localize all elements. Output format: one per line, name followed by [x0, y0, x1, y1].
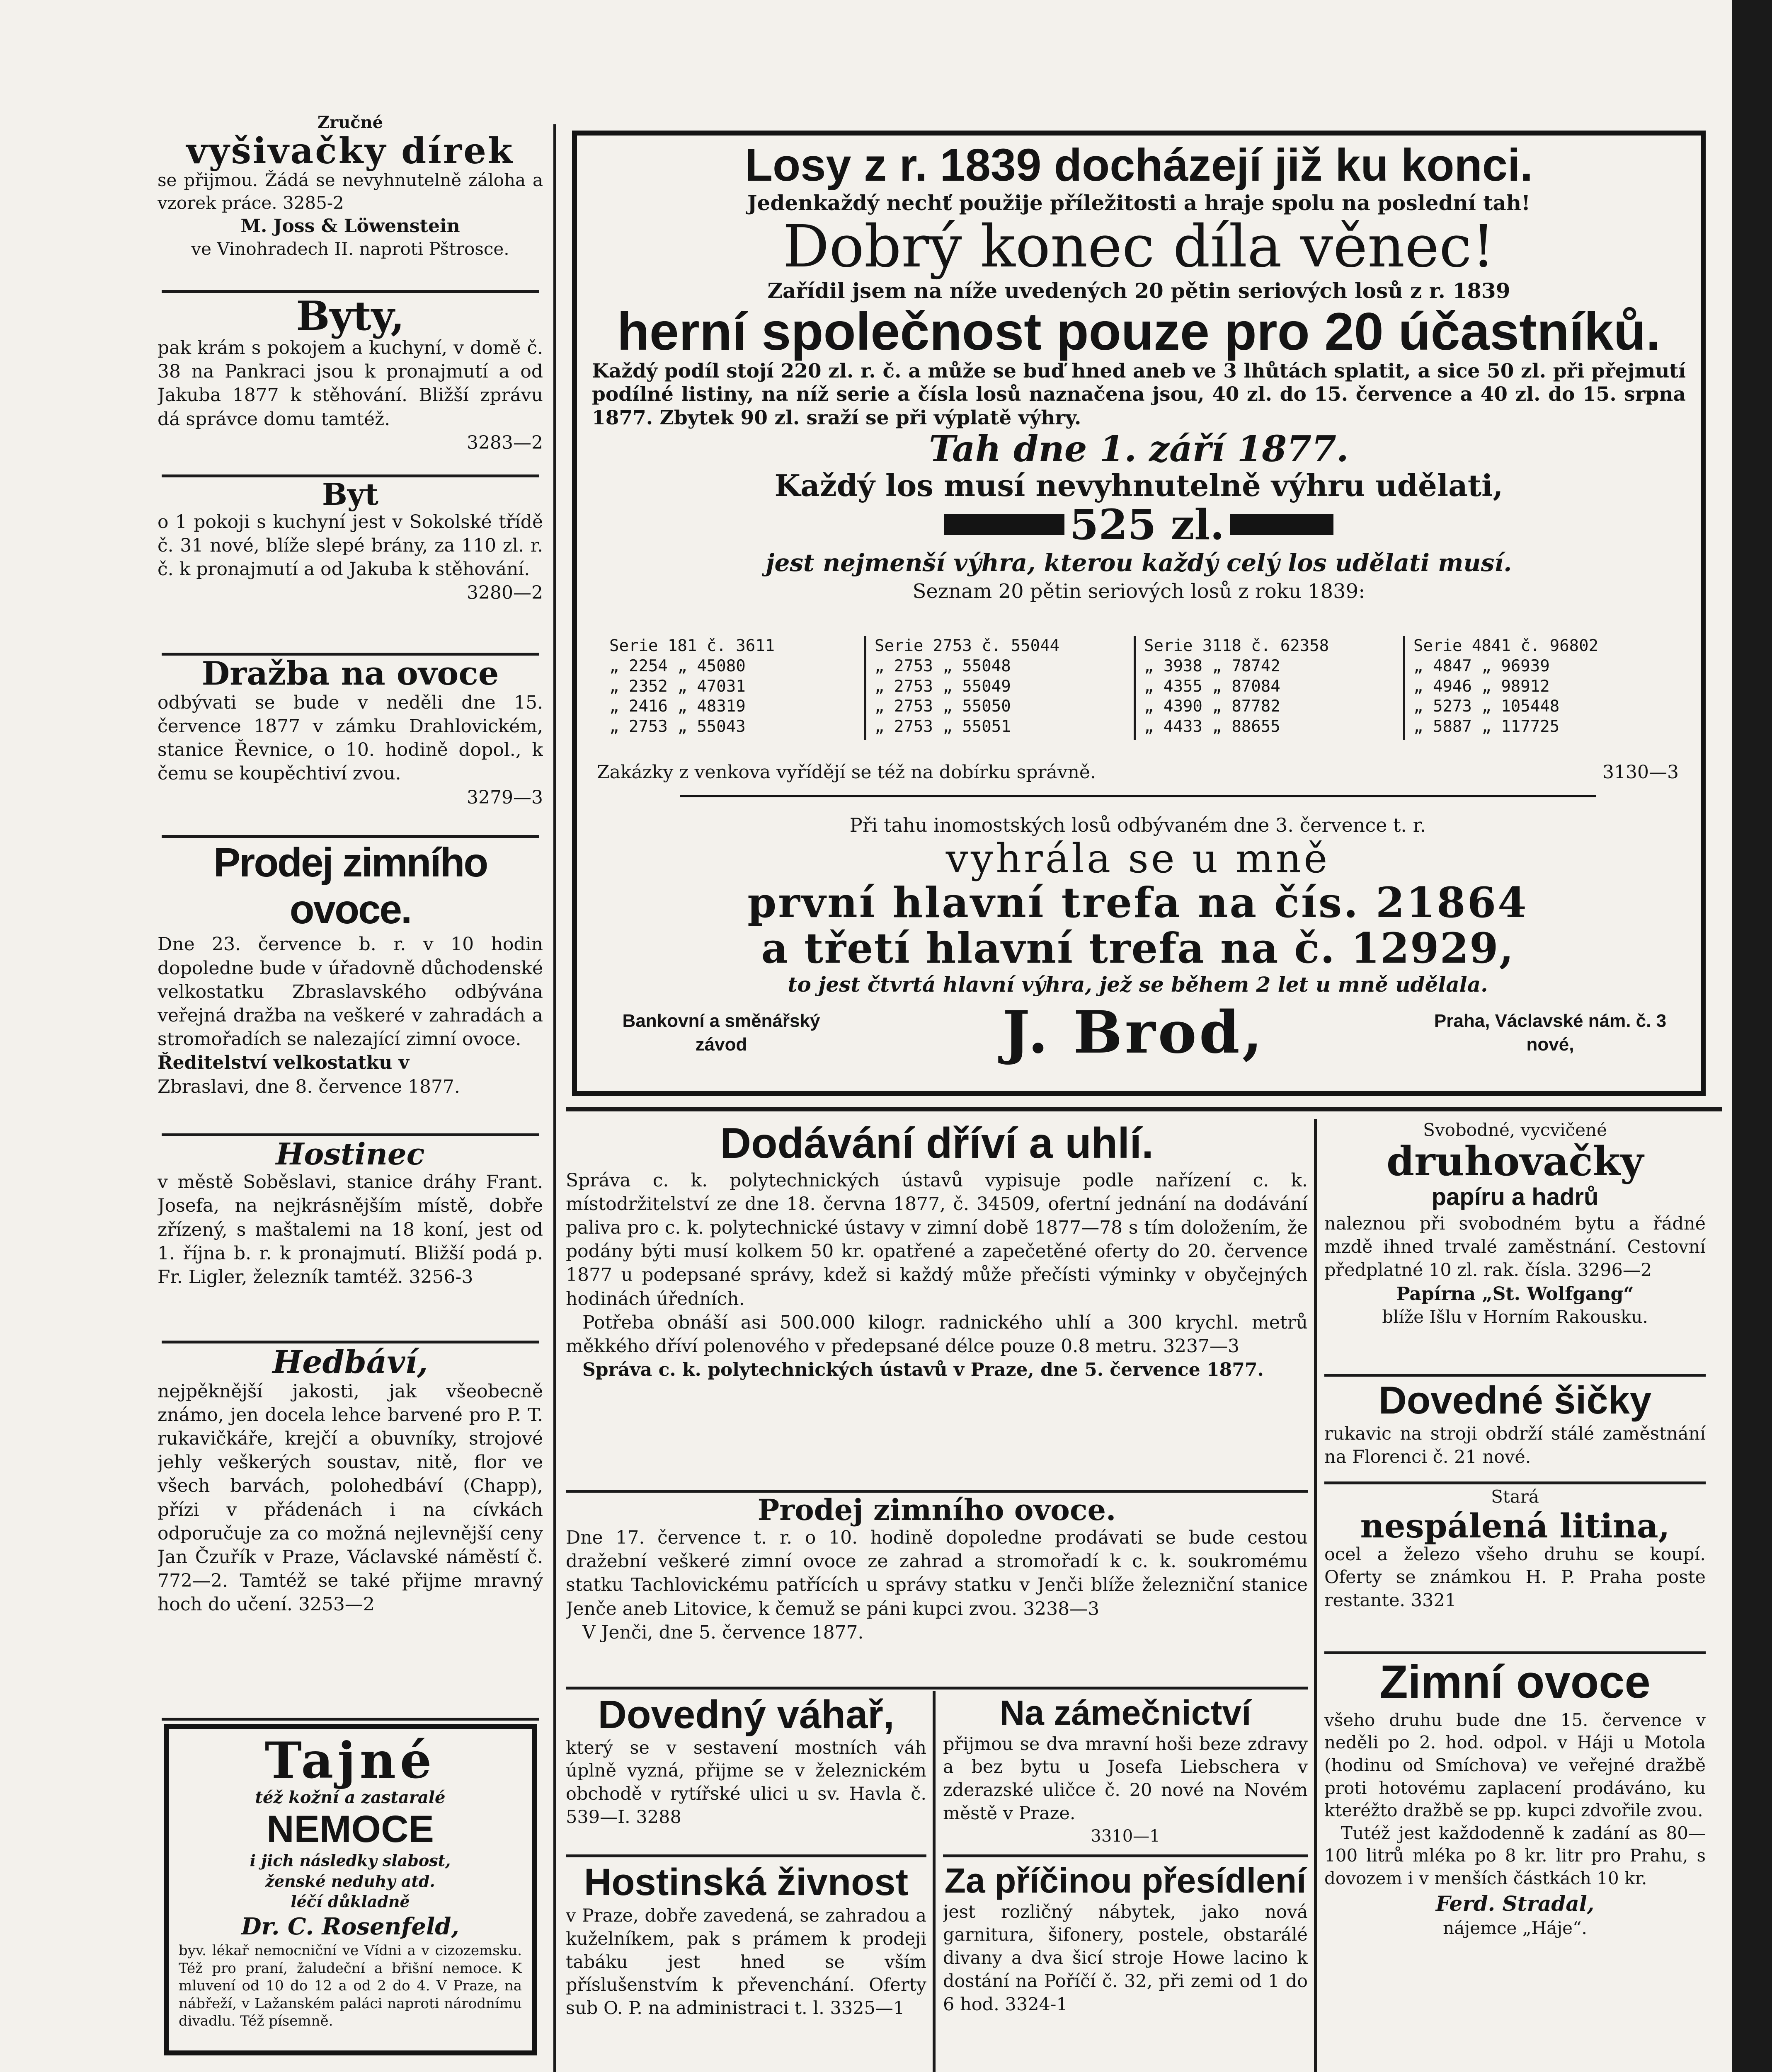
ad-number: 3279—3: [467, 787, 543, 808]
series-column: [1144, 636, 1401, 737]
ad-zamecnictvi: [943, 1693, 1308, 1847]
ad-body: o 1 pokoji s kuchyní jest v Sokolské třídě č. 31 nové, blíže slepé brány, za 110 zl. r. č. k pronajmutí a od Jakuba k stěhování.: [158, 511, 543, 580]
ad-body: všeho druhu bude dne 15. července v neděli po 2. hod. odpol. v Háji u Motola (hodinu od Smíchova) ve veřejné dražbě proti hotovému zaplacení prodáváno, ku kteréžto dražbě se pp. kupci zdvořile zvou.: [1324, 1709, 1706, 1821]
divider: [566, 1687, 1308, 1690]
ad-signature-role: nájemce „Háje“.: [1443, 1917, 1587, 1938]
brod-name: J. Brod,: [1002, 998, 1265, 1067]
ad-firm: Papírna „St. Wolfgang“: [1396, 1283, 1634, 1305]
brod-bank: Bankovní a směnářský závod: [622, 1010, 820, 1055]
brod-dobry: Dobrý konec díla věnec!: [783, 213, 1495, 281]
brod-tah: Tah dne 1. září 1877.: [929, 428, 1349, 470]
brod-vyhrala: vyhrála se u mně: [945, 835, 1330, 882]
ad-body: nejpěknější jakosti, jak všeobecně známo, jen docela lehce barvené pro P. T. rukavičkáře, krejčí a obuvníky, strojové jehly veškerých soustav, nitě, flor ve všech barvách, polohedbáví (Chapp), přízi v přádenách i na cívkách odporučuje za co možná nejlevnější ceny Jan Čzuřík v Praze, Václavské náměstí č. 772—2. Tamtéž se také přijme mravný hoch do učení.: [158, 1380, 543, 1615]
pointing-hand-icon: [944, 514, 1064, 535]
ad-prodej-zimniho: [158, 839, 543, 1099]
divider: [1324, 1651, 1706, 1654]
brod-prvni: první hlavní trefa na čís. 21864: [747, 878, 1528, 927]
ad-body: naleznou při svobodném bytu a řádné mzdě ihned trvalé zaměstnání. Cestovní předplatné 10 zl. rak. čísla.: [1324, 1213, 1706, 1280]
ad-heading: druhovačky: [1386, 1138, 1644, 1185]
ad-heading: Dovedné šičky: [1378, 1378, 1652, 1422]
column-rule: [553, 124, 556, 2072]
brod-lower: [597, 760, 1679, 1088]
column-rule: [1314, 1119, 1317, 2072]
ad-pre: Zručné: [317, 113, 383, 132]
series-row: „ 4390 „ 87782: [1144, 697, 1280, 716]
ad-heading: Dodávání dříví a uhlí.: [720, 1119, 1154, 1167]
ad-heading: Na zámečnictví: [999, 1693, 1251, 1732]
ad-signature-date: Zbraslavi, dne 8. července 1877.: [158, 1076, 460, 1097]
divider: [162, 1133, 539, 1136]
ad-heading: Prodej zimního ovoce.: [213, 840, 487, 932]
ad-byt: [158, 479, 543, 605]
ornamental-rule: [680, 795, 1596, 802]
ad-pre: Stará: [1491, 1486, 1539, 1507]
ad-number: 3310—1: [1091, 1827, 1160, 1846]
ad-dodavani: [566, 1119, 1308, 1382]
pointing-hand-icon: [1230, 514, 1333, 535]
ad-address: ve Vinohradech II. naproti Pštrosce.: [191, 239, 509, 259]
ad-body: který se v sestavení mostních váh úplně vyzná, přijme se v železnickém obchodě v rytířské ulici u sv. Havla č. 539—I.: [566, 1737, 926, 1828]
series-table: [609, 636, 1670, 760]
ad-number: 3238—3: [1023, 1598, 1100, 1619]
ad-heading: Prodej zimního ovoce.: [757, 1494, 1116, 1527]
ad-signature: Ředitelství velkostatku v: [158, 1052, 410, 1074]
series-head: Serie 3118 č. 62358: [1144, 637, 1329, 655]
ad-litina: [1324, 1486, 1706, 1612]
ad-doctor: Dr. C. Rosenfeld,: [241, 1913, 459, 1941]
ad-heading: Hedbáví,: [272, 1345, 428, 1380]
ad-tajne-box: [164, 1724, 537, 2055]
ad-vahar: [566, 1693, 926, 1829]
ad-byty: [158, 296, 543, 455]
column-rule: [933, 1691, 936, 2072]
divider: [566, 1107, 1722, 1111]
table-rule: [864, 636, 866, 740]
ad-signature: Ferd. Stradal,: [1435, 1891, 1595, 1916]
ad-number: 3321: [1411, 1590, 1457, 1611]
series-row: „ 2753 „ 55051: [875, 717, 1011, 736]
series-row: „ 2753 „ 55050: [875, 697, 1011, 716]
ad-hostinska: [566, 1861, 926, 2020]
ad-line: ženské neduhy atd.: [265, 1871, 435, 1890]
ad-sicky: [1324, 1378, 1706, 1469]
ad-heading: Dovedný váhař,: [598, 1693, 894, 1737]
brod-zaridil: Zařídil jsem na níže uvedených 20 pětin seriových losů z r. 1839: [767, 278, 1510, 303]
ad-number: 3253—2: [298, 1594, 375, 1615]
series-row: „ 5273 „ 105448: [1413, 697, 1560, 716]
brod-number: 3130—3: [1602, 762, 1679, 783]
ad-body: byv. lékař nemocniční ve Vídni a v cizozemsku. Též pro praní, žaludeční a břišní nemoce. K mluvení od 10 do 12 a od 2 do 4. V Praze, na nábřeží, v Lažanském paláci naproti národnímu divadlu. Též písemně.: [179, 1942, 522, 2030]
brod-tojest: to jest čtvrtá hlavní výhra, jež se během 2 let u mně udělala.: [788, 972, 1488, 997]
ad-body: ocel a železo všeho druhu se koupí. Oferty se známkou H. P. Praha poste restante.: [1324, 1544, 1706, 1611]
ad-heading: Tajné: [264, 1731, 436, 1790]
ad-subheading: též kožní a zastaralé: [255, 1788, 446, 1807]
ad-number: 3256-3: [409, 1266, 473, 1288]
ad-number: 3324-1: [1005, 1994, 1068, 2015]
series-head: Serie 181 č. 3611: [609, 637, 775, 655]
ad-heading: vyšivačky dírek: [186, 130, 514, 172]
ad-heading: nespálená litina,: [1360, 1506, 1670, 1545]
divider: [566, 1490, 1308, 1493]
ad-zimni-ovoce: [1324, 1656, 1706, 1939]
series-row: „ 4946 „ 98912: [1413, 677, 1550, 696]
series-head: Serie 4841 č. 96802: [1413, 637, 1599, 655]
ad-heading: Byt: [322, 479, 378, 512]
series-row: „ 2352 „ 47031: [609, 677, 746, 696]
divider: [162, 1341, 539, 1343]
brod-kazdy: Každý los musí nevyhnutelně výhru udělati,: [774, 467, 1503, 503]
ad-presidleni: [943, 1861, 1308, 2016]
ad-heading: Byty,: [296, 296, 405, 339]
divider: [162, 835, 539, 838]
ad-line: léčí důkladně: [291, 1892, 410, 1911]
table-rule: [1134, 636, 1136, 740]
ad-heading: Za příčinou přesídlení: [944, 1861, 1307, 1900]
table-rule: [1403, 636, 1405, 740]
series-row: „ 2753 „ 55043: [609, 717, 746, 736]
ad-heading: Hostinská živnost: [584, 1861, 909, 1903]
ad-body: se přijmou. Žádá se nevyhnutelně záloha a vzorek práce.: [158, 170, 543, 213]
ad-body: jest rozličný nábytek, jako nová garnitura, šifonery, postele, obstarálé divany a dva šicí stroje Howe lacino k dostání na Poříčí č. 32, při zemi od 1 do 6 hod.: [943, 1901, 1308, 2015]
ad-body: pak krám s pokojem a kuchyní, v domě č. 38 na Pankraci jsou k pronajmutí a od Jakuba 1877 k stěhování. Bližší zprávu dá správce domu tamtéž.: [158, 337, 543, 430]
ad-number: 3325—1: [830, 1998, 905, 2019]
brod-address: Praha, Václavské nám. č. 3 nové,: [1434, 1010, 1667, 1055]
ad-body: odbývati se bude v neděli dne 15. července 1877 v zámku Drahlovickém, stanice Řevnice, o 10. hodině dopol., k čemu se koupěchtiví zvou.: [158, 692, 543, 784]
ad-heading: Zimní ovoce: [1379, 1656, 1651, 1708]
brod-nejmensi: jest nejmenší výhra, kterou každý celý los udělati musí.: [766, 548, 1512, 577]
divider: [162, 290, 539, 293]
ad-body: rukavic na stroji obdrží stálé zaměstnání na Florenci č. 21 nové.: [1324, 1423, 1706, 1467]
ad-firm: M. Joss & Löwenstein: [240, 215, 460, 237]
ad-signature: V Jenči, dne 5. července 1877.: [582, 1622, 864, 1643]
ad-vysivacky: [158, 112, 543, 261]
ad-number: 3288: [636, 1807, 681, 1828]
ad-nemoce: NEMOCE: [267, 1808, 434, 1850]
ad-body: v městě Soběslavi, stanice dráhy Frant. Josefa, na nejkrásnějším místě, dobře zřízený, s maštalemi na 18 koní, jest od 1. října b. r. k pronajmutí. Bližší podá p. Fr. Ligler, železník tamtéž.: [158, 1172, 543, 1288]
series-column: [609, 636, 850, 737]
series-row: „ 4355 „ 87084: [1144, 677, 1280, 696]
brod-pri: Při tahu inomostských losů odbývaném dne 3. července t. r.: [849, 814, 1426, 837]
ad-prodej-jenc: [566, 1494, 1308, 1644]
ad-number: 3280—2: [467, 582, 543, 604]
divider: [1324, 1481, 1706, 1484]
ad-body: Správa c. k. polytechnických ústavů vypisuje podle nařízení c. k. místodržitelství ze dne 18. června 1877, č. 34509, ofertní jednání na dodávání paliva pro c. k. polytechnické ústavy v zimní době 1877—78 s tím doložením, že podány býti musí kolkem 50 kr. opatřené a zapečetěné oferty do 20. července 1877 u podepsané správy, kdež si každý může přečísti výminky v obyčejných hodinách úředních.: [566, 1169, 1308, 1310]
ad-number: 3285-2: [282, 192, 344, 213]
series-row: „ 4847 „ 96939: [1413, 656, 1550, 675]
ad-subheading: papíru a hadrů: [1431, 1183, 1599, 1210]
ad-number: 3237—3: [1163, 1335, 1239, 1357]
ad-druhovacky: [1324, 1119, 1706, 1328]
ad-body: v Praze, dobře zavedená, se zahradou a kuželníkem, pak s prámem k prodeji tabáku jest hned se vším příslušenstvím k převenchání. Oferty sub O. P. na administraci t. l.: [566, 1905, 926, 2019]
brod-herni: herní společnost pouze pro 20 účastníků.: [617, 302, 1661, 361]
ad-body: Tutéž jest každodenně k zadání as 80—100 litrů mléka po 8 kr. litr pro Prahu, s dovozem i v menších částkách 10 kr.: [1324, 1823, 1706, 1888]
divider: [162, 474, 539, 477]
ad-signature: Správa c. k. polytechnických ústavů v Praze, dne 5. července 1877.: [582, 1359, 1264, 1381]
ad-heading: Dražba na ovoce: [201, 657, 499, 692]
brod-seznam: Seznam 20 pětin seriových losů z roku 1839:: [912, 580, 1365, 603]
series-row: „ 3938 „ 78742: [1144, 656, 1280, 675]
brod-title: Losy z r. 1839 docházejí již ku konci.: [744, 140, 1533, 191]
series-row: „ 5887 „ 117725: [1413, 717, 1560, 736]
brod-amount: 525 zl.: [1069, 500, 1225, 549]
ad-hedbavi: [158, 1345, 543, 1616]
ad-body: Potřeba obnáší asi 500.000 kilogr. radnického uhlí a 300 krychl. metrů měkkého dříví polenového v předepsané délce pouze 0.8 metru.: [566, 1312, 1308, 1357]
ad-hostinec: [158, 1138, 543, 1289]
ad-drazba: [158, 657, 543, 809]
series-row: „ 2416 „ 48319: [609, 697, 746, 716]
series-head: Serie 2753 č. 55044: [875, 637, 1060, 655]
ad-body: Dne 23. července b. r. v 10 hodin dopoledne bude v úřadovně důchodenské velkostatku Zbraslavského odbývána veřejná dražba na veškeré v zahradách a stromořadích se nalezající zimní ovoce.: [158, 934, 543, 1050]
ad-body: přijmou se dva mravní hoši beze zdravy a bez bytu u Josefa Liebschera v zderazské uličce č. 20 nové na Novém městě v Praze.: [943, 1733, 1308, 1824]
divider: [162, 1718, 539, 1721]
brod-line2: Jedenkaždý nechť použije příležitosti a hraje spolu na poslední tah!: [747, 190, 1531, 215]
ad-pre: Svobodné, vycvičené: [1423, 1120, 1607, 1140]
divider: [1324, 1374, 1706, 1377]
series-row: „ 2753 „ 55048: [875, 656, 1011, 675]
series-row: „ 2254 „ 45080: [609, 656, 746, 675]
divider: [943, 1854, 1308, 1857]
divider: [162, 653, 539, 656]
brod-zakazky: Zakázky z venkova vyřídějí se též na dobírku správně.: [597, 762, 1096, 783]
series-row: „ 4433 „ 88655: [1144, 717, 1280, 736]
series-row: „ 2753 „ 55049: [875, 677, 1011, 696]
scan-edge: [1732, 0, 1772, 2072]
ad-number: 3283—2: [467, 432, 543, 453]
ad-address: blíže Išlu v Horním Rakousku.: [1382, 1306, 1648, 1327]
brod-body: Každý podíl stojí 220 zl. r. č. a může se buď hned aneb ve 3 lhůtách splatit, a sice 50 zl. při přejmutí podílné listiny, na níž serie a čísla losů naznačena jsou, 40 zl. do 15. července a 40 zl. do 15. srpna 1877. Zbytek 90 zl. sraží se při výplatě výhry.: [592, 359, 1686, 429]
ad-line: i jich následky slabost,: [250, 1851, 451, 1870]
divider: [566, 1854, 926, 1857]
ad-number: 3296—2: [1577, 1259, 1652, 1280]
ad-body: Dne 17. července t. r. o 10. hodině dopoledne prodávati se bude cestou dražební veškeré zimní ovoce ze zahrad a stromořadí k c. k. soukromému statku Tachlovickému patřících u správy statku v Jenči blíže železniční stanice Jenče aneb Litovice, k čemuž se páni kupci zvou.: [566, 1527, 1308, 1619]
ad-heading: Hostinec: [276, 1138, 425, 1172]
series-column: [875, 636, 1132, 737]
series-column: [1413, 636, 1679, 737]
brod-treti: a třetí hlavní trefa na č. 12929,: [761, 923, 1515, 973]
